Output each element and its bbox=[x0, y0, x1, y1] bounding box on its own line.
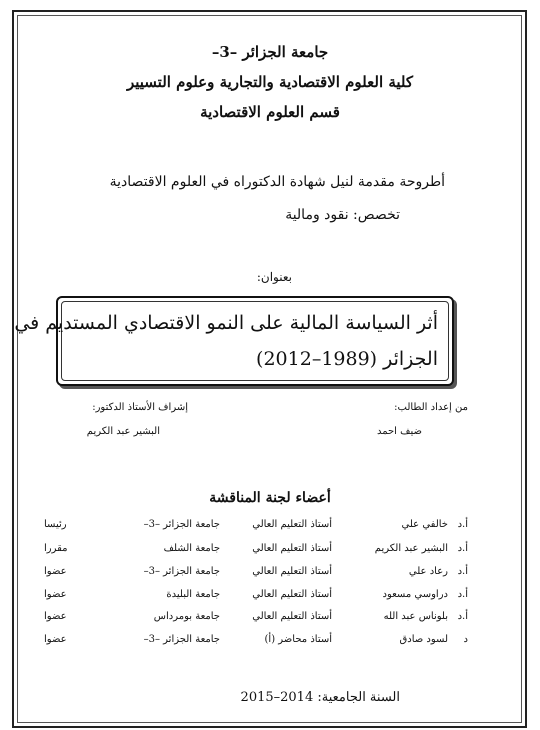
committee-row bbox=[0, 589, 540, 609]
university-name: جامعة الجزائر –3– bbox=[211, 43, 329, 61]
member-university: جامعة الجزائر –3– bbox=[143, 519, 220, 530]
member-name: دراوسي مسعود bbox=[382, 589, 448, 600]
committee-heading: أعضاء لجنة المناقشة bbox=[209, 490, 331, 506]
member-title: أ.د bbox=[457, 543, 468, 554]
member-rank: أستاذ التعليم العالي bbox=[252, 543, 332, 554]
member-name: لسود صادق bbox=[399, 634, 448, 645]
member-title: أ.د bbox=[457, 589, 468, 600]
academic-year: السنة الجامعية: 2014–2015 bbox=[240, 690, 400, 705]
thesis-degree: أطروحة مقدمة لنيل شهادة الدكتوراه في العلوم الاقتصادية bbox=[109, 174, 445, 190]
member-rank: أستاذ التعليم العالي bbox=[252, 519, 332, 530]
member-role: رئيسا bbox=[44, 519, 67, 530]
committee-row bbox=[0, 543, 540, 563]
member-university: جامعة بومرداس bbox=[153, 611, 220, 622]
member-university: جامعة الجزائر –3– bbox=[143, 566, 220, 577]
member-name: رعاد علي bbox=[408, 566, 448, 577]
faculty-name: كلية العلوم الاقتصادية والتجارية وعلوم التسيير bbox=[126, 73, 414, 91]
member-title: أ.د bbox=[457, 519, 468, 530]
department-name: قسم العلوم الاقتصادية bbox=[200, 103, 340, 121]
member-role: مقررا bbox=[44, 543, 68, 554]
member-title: د bbox=[463, 634, 468, 645]
thesis-title-line-2: الجزائر (1989–2012) bbox=[256, 348, 438, 370]
member-role: عضوا bbox=[44, 634, 67, 645]
member-name: البشير عبد الكريم bbox=[374, 543, 448, 554]
thesis-title-box bbox=[14, 296, 454, 386]
committee-row bbox=[0, 519, 540, 539]
member-role: عضوا bbox=[44, 566, 67, 577]
student-name: ضيف احمد bbox=[376, 426, 422, 437]
member-name: بلوناس عبد الله bbox=[383, 611, 448, 622]
member-name: خالفي علي bbox=[401, 519, 448, 530]
member-university: جامعة الجزائر –3– bbox=[143, 634, 220, 645]
member-title: أ.د bbox=[457, 566, 468, 577]
committee-row bbox=[0, 634, 540, 654]
member-university: جامعة البليدة bbox=[166, 589, 220, 600]
title-label: بعنوان: bbox=[256, 270, 292, 284]
student-label: من إعداد الطالب: bbox=[394, 402, 468, 413]
member-rank: أستاذ محاضر (أ) bbox=[264, 634, 332, 645]
committee-row bbox=[0, 566, 540, 586]
member-role: عضوا bbox=[44, 589, 67, 600]
member-title: أ.د bbox=[457, 611, 468, 622]
member-university: جامعة الشلف bbox=[163, 543, 220, 554]
member-rank: أستاذ التعليم العالي bbox=[252, 589, 332, 600]
supervisor-name: البشير عبد الكريم bbox=[86, 426, 160, 437]
supervisor-label: إشراف الأستاذ الدكتور: bbox=[92, 402, 188, 413]
member-rank: أستاذ التعليم العالي bbox=[252, 611, 332, 622]
thesis-specialization: تخصص: نقود ومالية bbox=[285, 207, 400, 223]
thesis-title-line-1: أثر السياسة المالية على النمو الاقتصادي المستديم في bbox=[14, 312, 438, 334]
committee-row bbox=[0, 611, 540, 631]
member-role: عضوا bbox=[44, 611, 67, 622]
member-rank: أستاذ التعليم العالي bbox=[252, 566, 332, 577]
